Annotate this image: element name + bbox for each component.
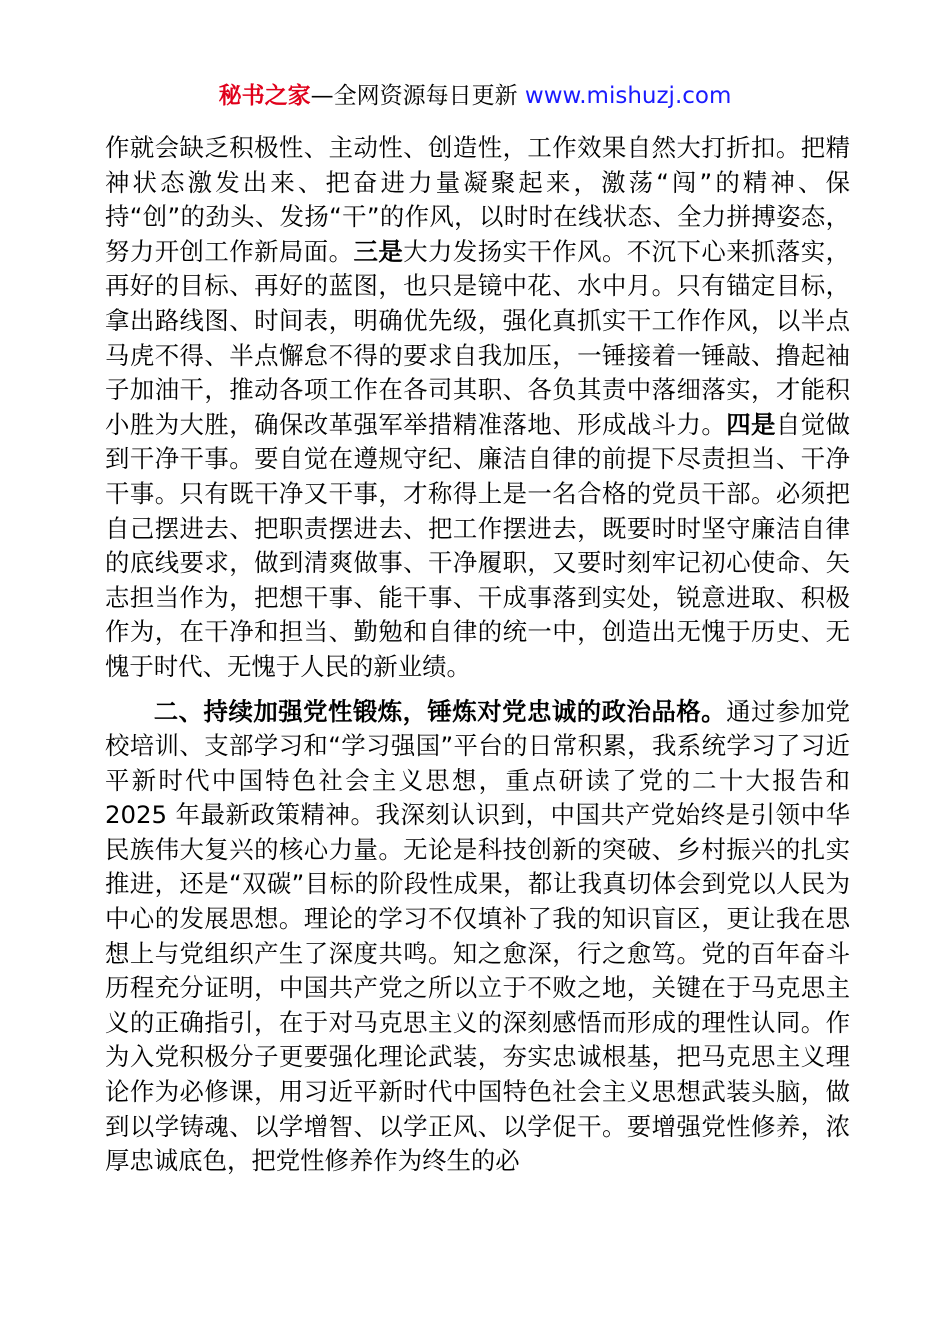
paragraph-continued [105,131,850,685]
header-brand: 秘书之家 [218,83,311,109]
header-tagline: —全网资源每日更新 [310,83,525,109]
point-label-four: 四是 [726,409,776,439]
paragraph-text: 大力发扬实干作风。不沉下心来抓落实，再好的目标、再好的蓝图，也只是镜中花、水中月。只有锚定目标，拿出路线图、时间表，明确优先级，强化真抓实干工作作风，以半点马虎不得、半点懈怠不得的要求自我加压，一锤接着一锤敲、撸起袖子加油干，推动各项工作在各司其职、各负其责中落细落实，才能积小胜为大胜，确保改革强军举措精准落地、形成战斗力。 [105,236,850,439]
section-heading: 二、持续加强党性锻炼，锤炼对党忠诚的政治品格。 [153,696,727,726]
paragraph-text: 通过参加党校培训、支部学习和“学习强国”平台的日常积累，我系统学习了习近平新时代中国特色社会主义思想，重点研读了党的二十大报告和 2025 年最新政策精神。我深刻认识到，中国共产党始终是引领中华民族伟大复兴的核心力量。无论是科技创新的突破、乡村振兴的扎实推进，还是“双碳”目标的阶段性成果，都让我真切体会到党以人民为中心的发展思想。理论的学习不仅填补了我的知识盲区，更让我在思想上与党组织产生了深度共鸣。知之愈深，行之愈笃。党的百年奋斗历程充分证明，中国共产党之所以立于不败之地，关键在于马克思主义的正确指引，在于对马克思主义的深刻感悟而形成的理性认同。作为入党积极分子更要强化理论武装，夯实忠诚根基，把马克思主义理论作为必修课，用习近平新时代中国特色社会主义思想武装头脑，做到以学铸魂、以学增智、以学正风、以学促干。要增强党性修养，浓厚忠诚底色，把党性修养作为终生的必 [105,696,850,1176]
paragraph-section-two [105,695,850,1179]
point-label-three: 三是 [353,236,404,266]
paragraph-text: 作就会缺乏积极性、主动性、创造性，工作效果自然大打折扣。把精神状态激发出来、把奋进力量凝聚起来，激荡“闯”的精神、保持“创”的劲头、发扬“干”的作风，以时时在线状态、全力拼搏姿态，努力开创工作新局面。 [105,133,850,266]
header-site-link[interactable]: www.mishuzj.com [524,83,732,109]
page-header [0,80,950,112]
document-body [105,131,850,1179]
paragraph-text: 自觉做到干净干事。要自觉在遵规守纪、廉洁自律的前提下尽责担当、干净干事。只有既干净又干事，才称得上是一名合格的党员干部。必须把自己摆进去、把职责摆进去、把工作摆进去，既要时时坚守廉洁自律的底线要求，做到清爽做事、干净履职，又要时刻牢记初心使命、矢志担当作为，把想干事、能干事、干成事落到实处，锐意进取、积极作为，在干净和担当、勤勉和自律的统一中，创造出无愧于历史、无愧于时代、无愧于人民的新业绩。 [105,409,850,681]
